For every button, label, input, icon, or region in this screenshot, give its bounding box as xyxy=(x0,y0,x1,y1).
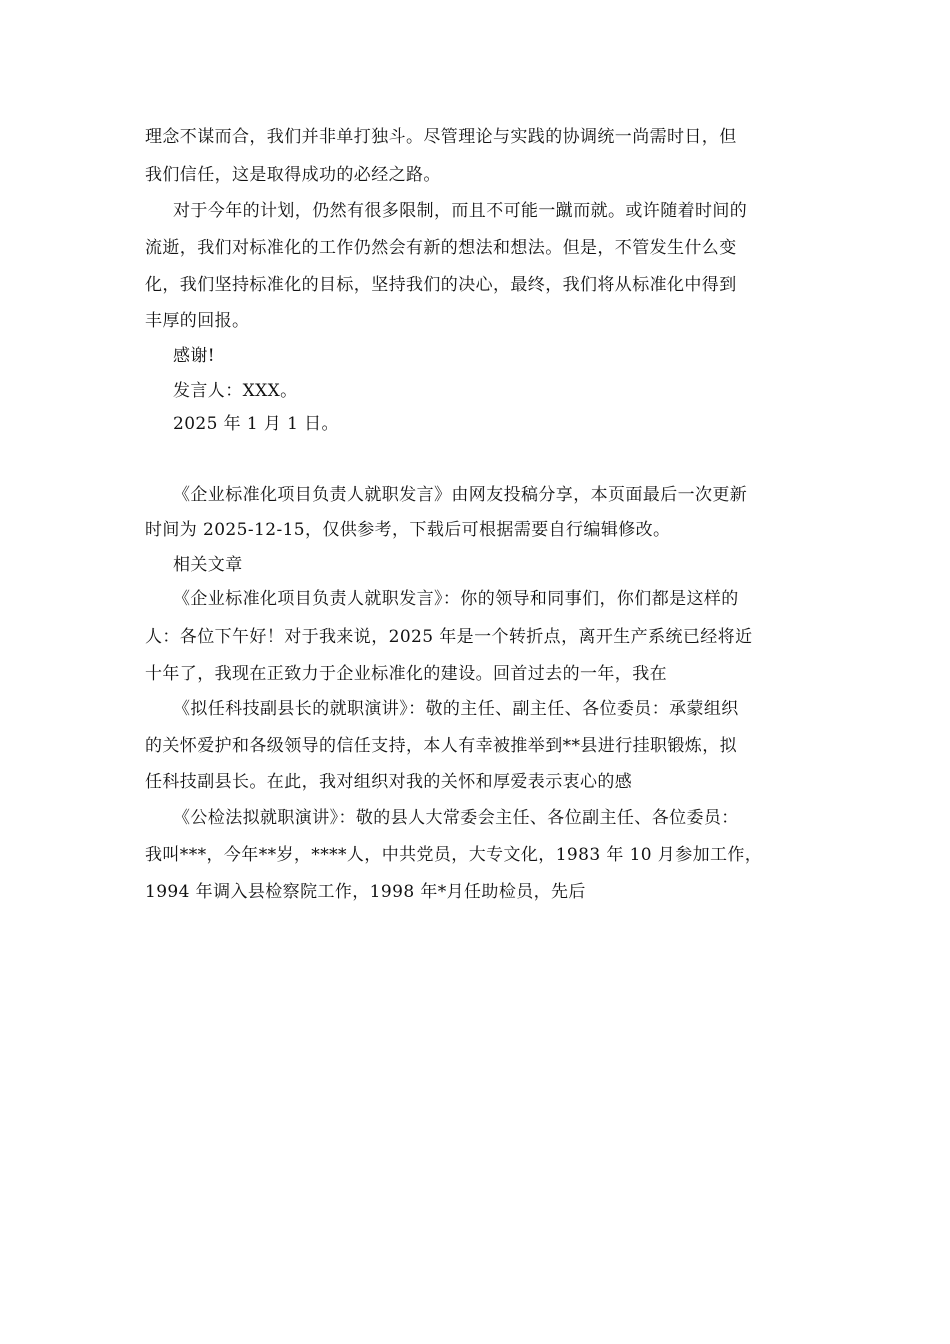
related-article-2-line-1[interactable]: 《拟任科技副县长的就职演讲》：敬的主任、副主任、各位委员：承蒙组织 xyxy=(173,699,739,719)
related-articles-heading: 相关文章 xyxy=(173,555,243,575)
source-note-line-1: 《企业标准化项目负责人就职发言》由网友投稿分享，本页面最后一次更新 xyxy=(173,485,748,505)
source-note-line-2: 时间为 2025-12-15，仅供参考，下载后可根据需要自行编辑修改。 xyxy=(145,520,671,540)
related-article-3-line-3: 1994 年调入县检察院工作，1998 年*月任助检员，先后 xyxy=(145,882,586,902)
speaker-text: 发言人：XXX。 xyxy=(173,381,298,401)
related-article-2-line-3: 任科技副县长。在此，我对组织对我的关怀和厚爱表示衷心的感 xyxy=(145,772,633,792)
related-article-1-line-1[interactable]: 《企业标准化项目负责人就职发言》：你的领导和同事们，你们都是这样的 xyxy=(173,589,739,609)
paragraph-2-line-1: 对于今年的计划，仍然有很多限制，而且不可能一蹴而就。或许随着时间的 xyxy=(173,201,748,221)
paragraph-2-line-2: 流逝，我们对标准化的工作仍然会有新的想法和想法。但是，不管发生什么变 xyxy=(145,238,737,258)
related-article-1-line-2: 人：各位下午好！对于我来说，2025 年是一个转折点，离开生产系统已经将近 xyxy=(145,627,753,647)
related-article-3-line-2: 我叫***，今年**岁，****人，中共党员，大专文化，1983 年 10 月参加工作， xyxy=(145,845,763,865)
paragraph-1-line-1: 理念不谋而合，我们并非单打独斗。尽管理论与实践的协调统一尚需时日，但 xyxy=(145,127,737,147)
date-text: 2025 年 1 月 1 日。 xyxy=(173,414,339,434)
thanks-text: 感谢! xyxy=(173,346,216,366)
paragraph-2-line-4: 丰厚的回报。 xyxy=(145,311,250,331)
related-article-1-line-3: 十年了，我现在正致力于企业标准化的建设。回首过去的一年，我在 xyxy=(145,664,667,684)
paragraph-2-line-3: 化，我们坚持标准化的目标，坚持我们的决心，最终，我们将从标准化中得到 xyxy=(145,275,737,295)
related-article-2-line-2: 的关怀爱护和各级领导的信任支持，本人有幸被推举到**县进行挂职锻炼，拟 xyxy=(145,736,737,756)
related-article-3-line-1[interactable]: 《公检法拟就职演讲》：敬的县人大常委会主任、各位副主任、各位委员： xyxy=(173,808,739,828)
paragraph-1-line-2: 我们信任，这是取得成功的必经之路。 xyxy=(145,165,441,185)
